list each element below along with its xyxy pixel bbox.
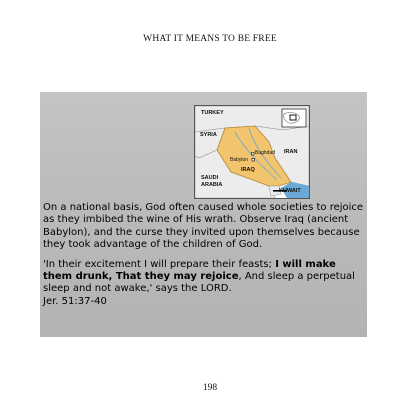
map-label-iraq: IRAQ (241, 167, 255, 173)
scripture-quote (43, 259, 365, 296)
baghdad-marker (252, 153, 255, 156)
quote-emphasis: I will make them drunk, That they may rejoice (43, 258, 336, 283)
map-label-babylon: Babylon (230, 157, 249, 163)
slide-figure (40, 92, 367, 337)
quote-part-1: 'In their excitement I will prepare their feasts; (43, 258, 276, 270)
map-label-iran: IRAN (284, 149, 298, 155)
page-number: 198 (202, 383, 218, 393)
map-label-arabia: ARABIA (201, 182, 223, 188)
map-label-baghdad: Baghdad (255, 150, 276, 156)
running-header: WHAT IT MEANS TO BE FREE (143, 34, 277, 44)
map-label-saudi: SAUDI (201, 175, 219, 181)
iraq-map (194, 105, 310, 199)
quote-part-2: , And sleep a perpetual sleep and not awake,' says the LORD. (43, 271, 355, 295)
map-label-syria: SYRIA (200, 132, 217, 138)
body-paragraph: On a national basis, God often caused whole societies to rejoice as they imbibed the wine of His wrath. Observe Iraq (ancient Babylon), and the curse they invited upon themselves because they took advantage of the children of God. (43, 202, 364, 251)
map-label-kuwait: KUWAIT (279, 188, 301, 194)
scripture-reference: Jer. 51:37-40 (43, 295, 107, 307)
babylon-marker (252, 159, 255, 162)
slide-text (43, 202, 365, 308)
map-label-turkey: TURKEY (201, 110, 224, 116)
